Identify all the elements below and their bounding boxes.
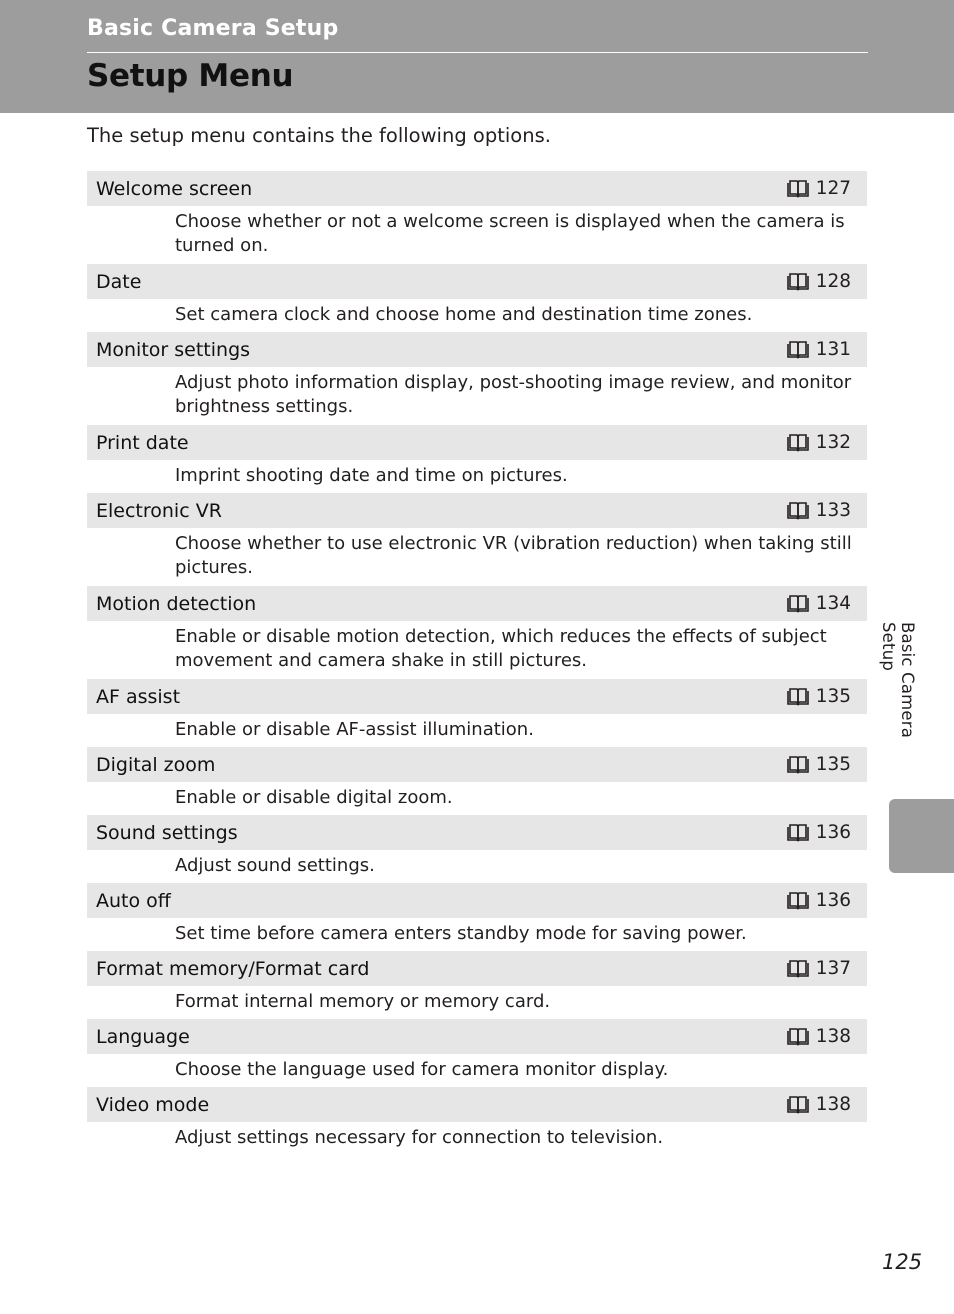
page-reference-number: 137: [815, 958, 851, 979]
menu-item-row: [87, 171, 867, 206]
intro-text: The setup menu contains the following options.: [87, 124, 551, 147]
book-icon: [786, 960, 810, 978]
book-icon: [786, 273, 810, 291]
menu-item-name: Print date: [96, 431, 189, 454]
book-icon: [786, 892, 810, 910]
page-reference-number: 134: [815, 593, 851, 614]
book-icon: [786, 341, 810, 359]
menu-item-row: [87, 264, 867, 299]
menu-item-row: [87, 747, 867, 782]
page-reference: [786, 958, 851, 979]
page-reference-number: 136: [815, 890, 851, 911]
menu-item-row: [87, 425, 867, 460]
menu-item-name: Video mode: [96, 1093, 210, 1116]
page-reference: [786, 271, 851, 292]
side-chapter-label: Basic Camera Setup: [879, 622, 917, 739]
menu-item-description: Imprint shooting date and time on pictures.: [175, 465, 568, 486]
menu-item-description: Enable or disable digital zoom.: [175, 787, 453, 808]
page-reference: [786, 593, 851, 614]
menu-item-name: Auto off: [96, 889, 171, 912]
page-reference-number: 135: [815, 686, 851, 707]
menu-item-name: AF assist: [96, 685, 181, 708]
page-reference-number: 138: [815, 1094, 851, 1115]
menu-item-name: Electronic VR: [96, 499, 222, 522]
page-title: Setup Menu: [87, 58, 294, 94]
page-reference: [786, 178, 851, 199]
page-reference-number: 133: [815, 500, 851, 521]
menu-item-description: Adjust photo information display, post-shooting image review, and monitor brightness settings.: [175, 372, 852, 417]
page-reference: [786, 500, 851, 521]
page-reference-number: 135: [815, 754, 851, 775]
menu-item-row: [87, 586, 867, 621]
menu-item-description: Choose whether to use electronic VR (vibration reduction) when taking still pictures.: [175, 533, 852, 578]
menu-item-description: Adjust settings necessary for connection to television.: [175, 1127, 664, 1148]
page-reference-number: 127: [815, 178, 851, 199]
page-reference: [786, 432, 851, 453]
menu-item-row: [87, 1019, 867, 1054]
page-reference: [786, 339, 851, 360]
menu-item-description: Enable or disable motion detection, which reduces the effects of subject movement and camera shake in still pictures.: [175, 626, 827, 671]
menu-item-row: [87, 815, 867, 850]
page-reference: [786, 754, 851, 775]
setup-menu-list: [87, 171, 867, 1155]
page-reference-number: 138: [815, 1026, 851, 1047]
book-icon: [786, 688, 810, 706]
menu-item-description: Set time before camera enters standby mode for saving power.: [175, 923, 747, 944]
menu-item-row: [87, 332, 867, 367]
menu-item-name: Format memory/Format card: [96, 957, 370, 980]
book-icon: [786, 756, 810, 774]
menu-item-description: Enable or disable AF-assist illumination.: [175, 719, 534, 740]
menu-item-name: Monitor settings: [96, 338, 251, 361]
book-icon: [786, 180, 810, 198]
menu-item-description: Set camera clock and choose home and destination time zones.: [175, 304, 753, 325]
page-number: 125: [882, 1250, 923, 1274]
menu-item-description: Format internal memory or memory card.: [175, 991, 551, 1012]
menu-item-description: Adjust sound settings.: [175, 855, 375, 876]
page-reference-number: 131: [815, 339, 851, 360]
book-icon: [786, 434, 810, 452]
menu-item-row: [87, 679, 867, 714]
menu-item-description: Choose the language used for camera monitor display.: [175, 1059, 669, 1080]
page-reference-number: 132: [815, 432, 851, 453]
menu-item-row: [87, 951, 867, 986]
section-title: Basic Camera Setup: [87, 16, 339, 41]
menu-item-name: Digital zoom: [96, 753, 216, 776]
header-banner: [0, 0, 954, 113]
page-reference: [786, 1094, 851, 1115]
side-chapter-tab: [889, 799, 954, 873]
page-reference: [786, 686, 851, 707]
page-reference-number: 128: [815, 271, 851, 292]
menu-item-description: Choose whether or not a welcome screen is displayed when the camera is turned on.: [175, 211, 845, 256]
book-icon: [786, 595, 810, 613]
book-icon: [786, 1096, 810, 1114]
book-icon: [786, 1028, 810, 1046]
menu-item-row: [87, 1087, 867, 1122]
menu-item-name: Language: [96, 1025, 190, 1048]
menu-item-name: Welcome screen: [96, 177, 253, 200]
page-reference: [786, 1026, 851, 1047]
menu-item-name: Date: [96, 270, 142, 293]
header-divider: [87, 52, 868, 53]
menu-item-row: [87, 493, 867, 528]
menu-item-name: Sound settings: [96, 821, 238, 844]
page-reference: [786, 822, 851, 843]
page-reference-number: 136: [815, 822, 851, 843]
page-reference: [786, 890, 851, 911]
book-icon: [786, 824, 810, 842]
menu-item-row: [87, 883, 867, 918]
book-icon: [786, 502, 810, 520]
menu-item-name: Motion detection: [96, 592, 257, 615]
